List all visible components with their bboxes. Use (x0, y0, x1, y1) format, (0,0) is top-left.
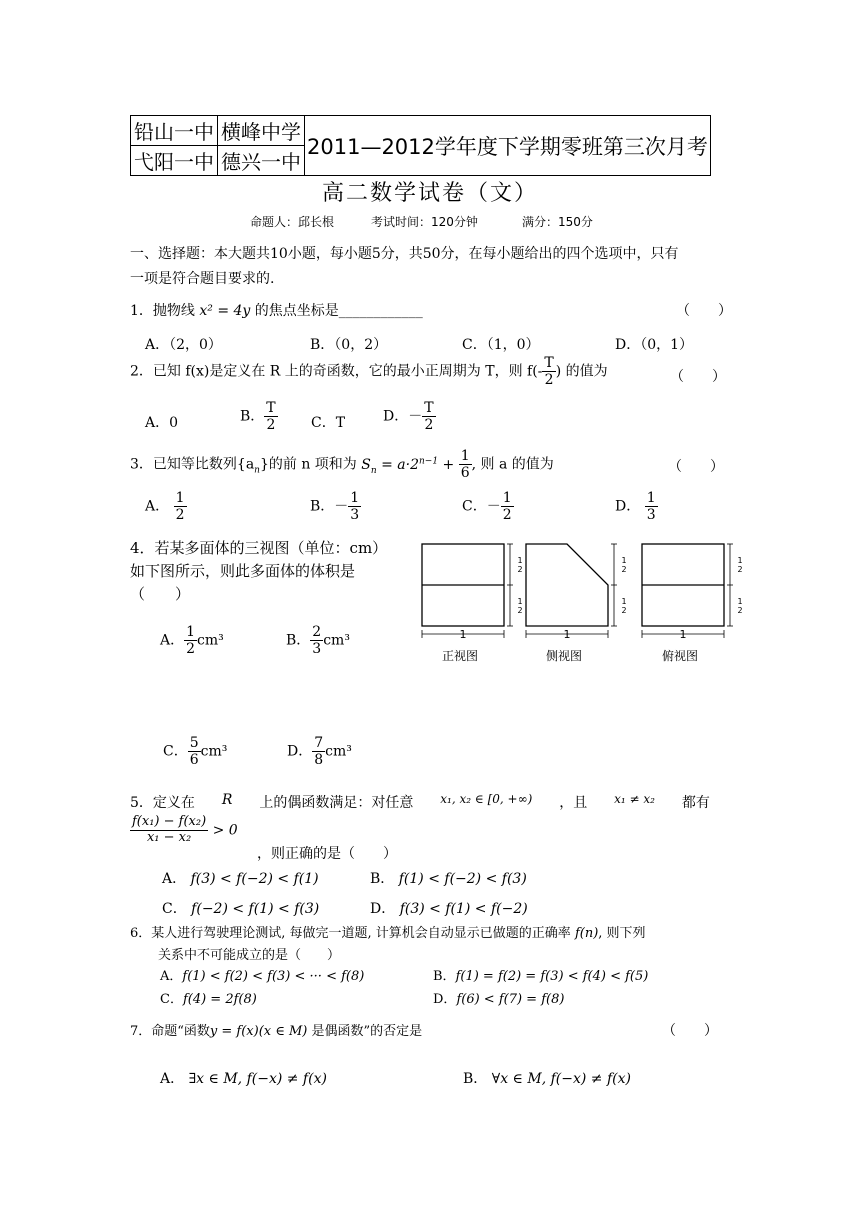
q6-option-b: B．f(1) = f(2) = f(3) < f(4) < f(5) (433, 969, 649, 984)
header-table (130, 115, 711, 176)
q3-option-d: D． $\frac{1}{3}$ (615, 490, 656, 524)
q2-option-b: B． $\frac{T}{2}$ (240, 400, 276, 434)
svg-text:1: 1 (737, 556, 743, 565)
q1-math: x² = 4y (199, 303, 251, 319)
q3-option-a: A． $\frac{1}{2}$ (145, 490, 185, 524)
q2-option-a: A．0 (145, 415, 179, 431)
school-1: 铅山一中 (131, 116, 218, 146)
q3-paren: （ ） (668, 459, 724, 475)
q2-paren: （ ） (670, 369, 726, 385)
svg-text:1: 1 (517, 597, 523, 606)
q3-option-c: C．－ $\frac{1}{2}$ (462, 490, 512, 524)
svg-text:1: 1 (737, 597, 743, 606)
q3-stem: 3．已知等比数列$\{a_n\}$的前 n 项和为 $S_n = a\cdot 2^{n-1}$ + $\frac{1}{6}$ , 则 a 的值为 (130, 448, 554, 482)
front-view-label: 正视图 (441, 649, 479, 663)
q2-stem (130, 355, 608, 388)
q4-line2: 如下图所示，则此多面体的体积是 (130, 562, 356, 580)
q6-line1: 6．某人进行驾驶理论测试, 每做完一道题, 计算机会自动显示已做题的正确率 f(n), 则下列 (130, 926, 646, 941)
meta-time: 考试时间：120分钟 (371, 215, 478, 229)
q2-option-d: D．－ $\frac{T}{2}$ (383, 400, 434, 434)
q6-option-a: A．f(1) < f(2) < f(3) < ··· < f(8) (160, 969, 365, 984)
three-view-figure (412, 534, 752, 670)
section-intro-line1: 一、选择题：本大题共10小题，每小题5分，共50分，在每小题给出的四个选项中，只有 (130, 246, 679, 262)
q1-stem (130, 300, 423, 320)
top-width-label: 1 (679, 628, 687, 641)
front-width-label: 1 (459, 628, 467, 641)
svg-text:2: 2 (737, 565, 743, 574)
q3-option-b: B．－ $\frac{1}{3}$ (310, 490, 360, 524)
q6-line2: 关系中不可能成立的是（ ） (158, 948, 341, 963)
q4-option-c: C． $\frac{5}{6}$ cm³ (163, 735, 228, 769)
q1-option-c: C．（1，0） (462, 337, 540, 353)
q4-option-d: D． $\frac{7}{8}$ cm³ (287, 735, 352, 769)
svg-text:1: 1 (621, 556, 627, 565)
q5-inequality: $\frac{\text{f(x₁) − f(x₂)}}{\text{x₁ − x₂}}$ > 0 (132, 814, 238, 845)
q5-tail: ，则正确的是（ ） (257, 846, 397, 862)
meta-author: 命题人：邱长根 (250, 215, 335, 229)
q5-option-d: D． f(3) < f(1) < f(−2) (370, 901, 528, 917)
top-view-label: 俯视图 (661, 649, 699, 663)
school-3: 弋阳一中 (131, 146, 218, 176)
svg-text:2: 2 (737, 606, 743, 615)
q1-option-a: A．（2，0） (145, 337, 222, 353)
q4-option-b: B． $\frac{2}{3}$ cm³ (286, 624, 350, 658)
q2-pre: 2．已知 f(x)是定义在 R 上的奇函数，它的最小正周期为 T，则 f(- (130, 363, 543, 380)
svg-text:1: 1 (517, 556, 523, 565)
q7-option-b: B． ∀x ∈ M, f(−x) ≠ f(x) (463, 1071, 631, 1087)
q4-option-a: A． $\frac{1}{2}$ cm³ (160, 624, 224, 658)
svg-text:2: 2 (621, 565, 627, 574)
q7-paren: （ ） (662, 1023, 718, 1039)
svg-text:2: 2 (517, 565, 523, 574)
q1-tail: 的焦点坐标是____________ (254, 303, 423, 319)
q5-line1: 5．定义在 R 上的偶函数满足：对任意 x₁, x₂ ∈ [0, +∞) ，且 x₁ ≠ x₂ 都有 (130, 792, 710, 811)
q7-option-a: A． ∃x ∈ M, f(−x) ≠ f(x) (160, 1071, 327, 1087)
q6-option-d: D．f(6) < f(7) = f(8) (433, 992, 565, 1007)
q2-option-c: C．T (311, 415, 346, 431)
meta-score: 满分：150分 (522, 215, 593, 229)
svg-text:2: 2 (621, 606, 627, 615)
svg-text:2: 2 (517, 606, 523, 615)
q4-line3: （ ） (130, 585, 191, 603)
section-intro-line2: 一项是符合题目要求的. (130, 271, 275, 287)
school-4: 德兴一中 (218, 146, 305, 176)
q2-post: ) 的值为 (555, 363, 608, 380)
svg-text:1: 1 (621, 597, 627, 606)
exam-title: 2011—2012学年度下学期零班第三次月考 (305, 116, 711, 176)
q7-stem: 7．命题“函数y = f(x)(x ∈ M) 是偶函数”的否定是 (130, 1024, 423, 1039)
side-width-label: 1 (563, 628, 571, 641)
q1-option-b: B．（0，2） (310, 337, 388, 353)
q2-fraction: $\frac{T}{2}$ (544, 355, 554, 389)
q4-line1: 4．若某多面体的三视图（单位：cm） (130, 539, 388, 557)
q1-option-d: D．（0，1） (615, 337, 694, 353)
side-view-shape (526, 544, 608, 626)
side-view-label: 侧视图 (545, 649, 583, 663)
q6-option-c: C．f(4) = 2f(8) (160, 992, 257, 1007)
q5-option-a: A． f(3) < f(−2) < f(1) (162, 871, 319, 887)
q1-num: 1．抛物线 (130, 303, 195, 319)
q5-option-b: B． f(1) < f(−2) < f(3) (370, 871, 527, 887)
q1-paren: （ ） (676, 303, 732, 319)
q5-option-c: C． f(−2) < f(1) < f(3) (162, 901, 320, 917)
school-2: 横峰中学 (218, 116, 305, 146)
paper-title: 高二数学试卷（文） (321, 181, 538, 206)
